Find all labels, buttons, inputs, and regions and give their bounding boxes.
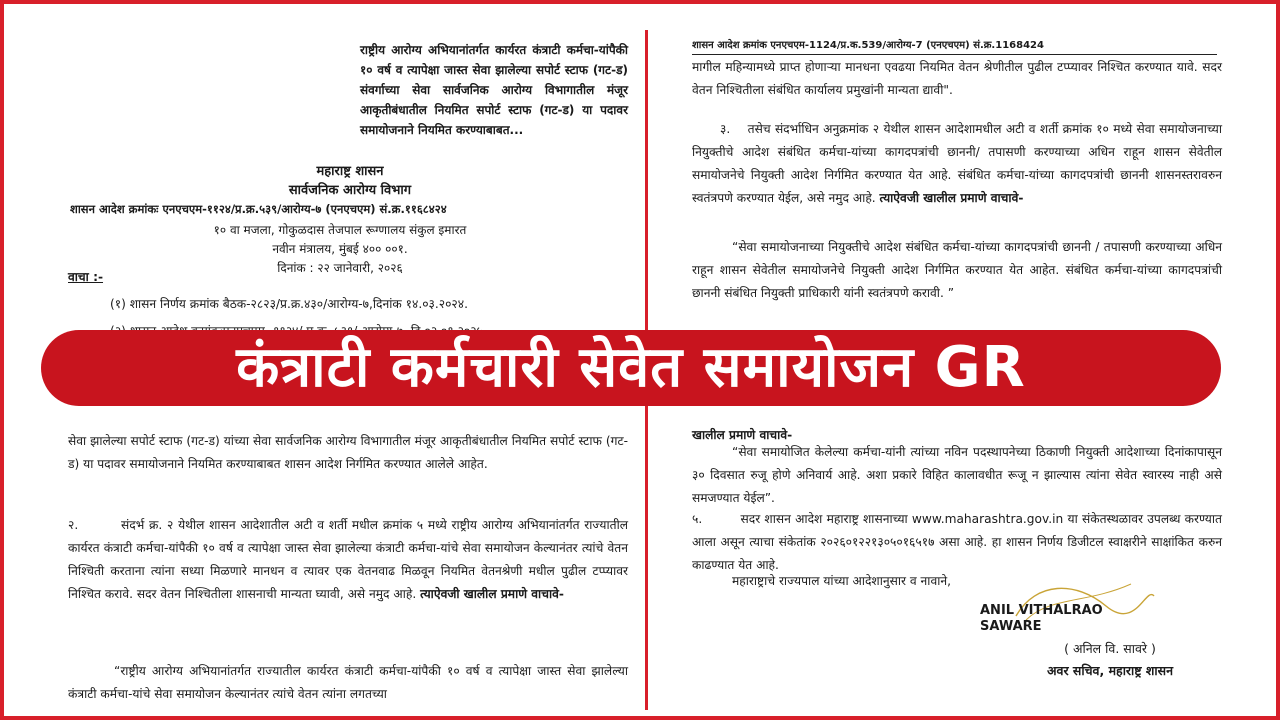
para-5 <box>692 508 1222 577</box>
running-header: शासन आदेश क्रमांक एनएचएम-1124/प्र.क.539/आरोग्य-7 (एनएचएम) सं.क्र.1168424 <box>692 37 1217 55</box>
para-4-quote: “सेवा समायोजित केलेल्या कर्मचा-यांनी त्यांच्या नविन पदस्थापनेच्या ठिकाणी नियुक्ती आदेशाच्या दिनांकापासून ३० दिवसात रुजू होणे अनिवार्य आहे. अशा प्रकारे विहित कालावधीत रूजू न झाल्यास त्यांना सेवेत स्वारस्य नाही असे समजण्यात येईल”. <box>692 445 1222 505</box>
signatory-marathi-name: ( अनिल वि. सावरे ) <box>1064 641 1156 656</box>
para-3-tail: त्याऐवजी खालील प्रमाणे वाचावे- <box>879 191 1024 205</box>
signatory-name-line-1: ANIL VITHALRAO <box>980 603 1103 618</box>
signatory-name <box>980 603 1103 635</box>
para-5-text: सदर शासन आदेश महाराष्ट्र शासनाच्या www.maharashtra.gov.in या संकेतस्थळावर उपलब्ध करण्यात आला असून त्याचा संकेतांक २०२६०१२२१३०५०१६५१७ असा आहे. हा शासन निर्णय डिजीटल स्वाक्षरीने साक्षांकित करुन काढण्यात येत आहे. <box>692 512 1222 572</box>
banner-title: कंत्राटी कर्मचारी सेवेत समायोजन GR <box>236 335 1026 400</box>
order-subject: राष्ट्रीय आरोग्य अभियानांतर्गत कार्यरत कंत्राटी कर्मचा-यांपैकी १० वर्ष व त्यापेक्षा जास्त सेवा झालेल्या सपोर्ट स्टाफ (गट-ड) संवर्गाच्या सेवा सार्वजनिक आरोग्य विभागातील मंजूर आकृतीबंधातील नियमित सपोर्ट स्टाफ (गट-ड) या पदावर समायोजनाने नियमित करण्याबाबत... <box>360 43 628 137</box>
address-line-2: नवीन मंत्रालय, मुंबई ४०० ००१. <box>272 242 408 256</box>
issuing-authority <box>180 162 520 200</box>
read-below-heading: खालील प्रमाणे वाचावे- <box>692 428 793 442</box>
dept-name: सार्वजनिक आरोग्य विभाग <box>288 183 412 198</box>
read-heading: वाचा :- <box>68 270 104 284</box>
gov-name: महाराष्ट्र शासन <box>316 164 384 179</box>
para-5-number: ५. <box>692 512 703 526</box>
signatory-name-line-2: SAWARE <box>980 619 1042 634</box>
para-2-quote: “राष्ट्रीय आरोग्य अभियानांतर्गत राज्यातील कार्यरत कंत्राटी कर्मचा-यांपैकी १० वर्ष व त्यापेक्षा जास्त सेवा झालेल्या कंत्राटी कर्मचा-यांचे सेवा समायोजन केल्यानंतर त्यांचे वेतन त्यांना लगतच्या <box>68 664 628 701</box>
para-prior: सेवा झालेल्या सपोर्ट स्टाफ (गट-ड) यांच्या सेवा सार्वजनिक आरोग्य विभागातील मंजूर आकृतीबंधातील नियमित सपोर्ट स्टाफ (गट-ड) या पदावर समायोजनाने नियमित करण्याबाबत शासन आदेश निर्गमित करण्यात आलेले आहेत. <box>68 434 628 471</box>
order-date: दिनांक : २२ जानेवारी, २०२६ <box>277 261 403 275</box>
signature-block <box>1015 638 1205 682</box>
para-top: मागील महिन्यामध्ये प्राप्त होणाऱ्या मानधना एवढया नियमित वेतन श्रेणीतील पुढील टप्प्यावर निश्चित करण्यात यावे. सदर वेतन निश्चितीला संबंधित कार्यालय प्रमुखांनी मान्यता द्यावी". <box>692 60 1222 97</box>
para-3-text: तसेच संदर्भाधिन अनुक्रमांक २ येथील शासन आदेशामधील अटी व शर्ती क्रमांक १० मध्ये सेवा समायोजनाच्या नियुक्तीचे आदेश संबंधित कर्मचा-यांच्या कागदपत्रांची छाननी/ तपासणी करण्याच्या अधिन राहून शासन सेवेतील समायोजनेचे नियुक्ती आदेश निर्गमित करण्यात येत आहे. संबंधित कर्मचा-यांच्या कागदपत्रांची छाननी शासनस्तरावरुन स्वतंत्रपणे करण्यात येईल, असे नमुद आहे. <box>692 122 1222 205</box>
reference-1: (१) शासन निर्णय क्रमांक बैठक-२८२३/प्र.क्र.४३०/आरोग्य-७,दिनांक १४.०३.२०२४. <box>110 297 468 311</box>
signatory-title: अवर सचिव, महाराष्ट्र शासन <box>1046 663 1174 678</box>
order-line: महाराष्ट्राचे राज्यपाल यांच्या आदेशानुसार व नावाने, <box>732 574 952 588</box>
para-3-quote: “सेवा समायोजनाच्या नियुक्तीचे आदेश संबंधित कर्मचा-यांच्या कागदपत्रांची छाननी / तपासणी करण्याच्या अधिन राहून शासन सेवेतील समायोजनेचे नियुक्ती आदेश निर्गमित करण्यात येत आहेत. संबंधित कर्मचा-यांच्या कागदपत्रांची छाननी संबंधित नियुक्ती प्राधिकारी यांनी स्वतंत्रपणे करावी. ” <box>692 240 1222 300</box>
address-line-1: १० वा मजला, गोकुळदास तेजपाल रूग्णालय संकुल इमारत <box>213 223 467 237</box>
para-3-number: ३. <box>720 122 731 136</box>
para-2-tail: त्याऐवजी खालील प्रमाणे वाचावे- <box>420 587 564 601</box>
para-2 <box>68 514 628 606</box>
para-3 <box>692 118 1222 210</box>
order-number: शासन आदेश क्रमांकः एनएचएम-११२४/प्र.क्र.५३९/आरोग्य-७ (एनएचएम) सं.क्र.११६८४२४ <box>70 202 447 216</box>
para-2-number: २. <box>68 518 79 532</box>
para-2-text: संदर्भ क्र. २ येथील शासन आदेशातील अटी व शर्ती मधील क्रमांक ५ मध्ये राष्ट्रीय आरोग्य अभियानांतर्गत राज्यातील कार्यरत कंत्राटी कर्मचा-यांपैकी १० वर्ष व त्यापेक्षा जास्त सेवा झालेल्या कंत्राटी कर्मचा-यांचे सेवा समायोजन केल्यानंतर त्यांचे वेतन निश्चिती करताना त्यांना सध्या मिळणारे मानधन व त्यावर एक वेतनवाढ मिळवून नियमित वेतनश्रेणी मधील पुढील टप्प्यावर निश्चित करावे. सदर वेतन निश्चितीला शासनाची मान्यता घ्यावी, असे नमुद आहे. <box>68 518 628 601</box>
